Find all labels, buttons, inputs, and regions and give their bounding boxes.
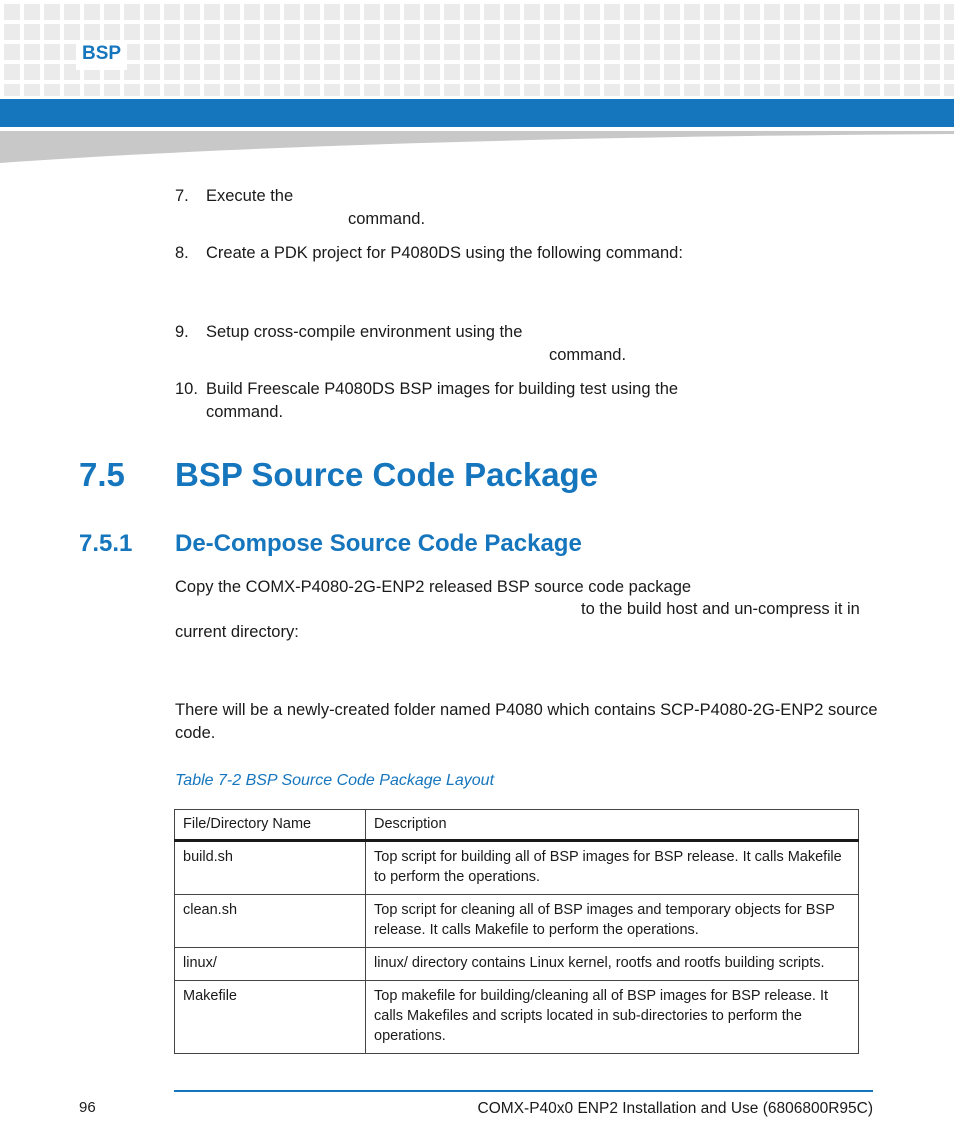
table-row: [175, 895, 859, 948]
step-text-continued: command.: [206, 403, 284, 421]
step-number: 8.: [175, 244, 189, 262]
step-text: Create a PDK project for P4080DS using the following command:: [206, 244, 683, 262]
step-text: Build Freescale P4080DS BSP images for building test using the: [206, 380, 679, 398]
table-caption: Table 7-2 BSP Source Code Package Layout: [175, 772, 495, 789]
file-name-cell: linux/: [175, 948, 366, 981]
header-grid-pattern: [0, 0, 954, 96]
description-cell: Top makefile for building/cleaning all of BSP images for BSP release. It calls Makefiles and scripts located in sub-directories to perform the operations.: [366, 981, 859, 1054]
step-text: Execute the: [206, 187, 294, 205]
copy-paragraph-line-1: Copy the COMX-P4080-2G-ENP2 released BSP source code package: [175, 578, 692, 596]
header-blue-bar: [0, 99, 954, 127]
subsection-number: 7.5.1: [79, 530, 133, 557]
copy-paragraph-line-3: current directory:: [175, 623, 299, 641]
folder-paragraph-line-2: code.: [175, 724, 216, 742]
table-row: [175, 948, 859, 981]
step-text-continued: command.: [348, 210, 426, 228]
folder-paragraph-line-1: There will be a newly-created folder named P4080 which contains SCP-P4080-2G-ENP2 source: [175, 701, 878, 719]
table-row: [175, 981, 859, 1054]
table-row: [175, 841, 859, 895]
page-number: 96: [79, 1099, 96, 1116]
header-section-label: BSP: [76, 40, 127, 70]
file-name-cell: clean.sh: [175, 895, 366, 948]
section-number: 7.5: [79, 456, 125, 493]
description-cell: Top script for cleaning all of BSP images and temporary objects for BSP release. It calls Makefile to perform the operations.: [366, 895, 859, 948]
step-number: 10.: [175, 380, 198, 398]
description-cell: Top script for building all of BSP images for BSP release. It calls Makefile to perform the operations.: [366, 841, 859, 895]
column-header-name: File/Directory Name: [175, 810, 366, 841]
copy-paragraph-line-2: to the build host and un-compress it in: [581, 600, 860, 618]
step-text-continued: command.: [549, 346, 627, 364]
step-text: Setup cross-compile environment using the: [206, 323, 523, 341]
column-header-description: Description: [366, 810, 859, 841]
package-layout-table: [174, 809, 859, 1054]
document-title: COMX-P40x0 ENP2 Installation and Use (6806800R95C): [477, 1100, 873, 1117]
description-cell: linux/ directory contains Linux kernel, rootfs and rootfs building scripts.: [366, 948, 859, 981]
step-number: 9.: [175, 323, 189, 341]
file-name-cell: Makefile: [175, 981, 366, 1054]
table-header-row: [175, 810, 859, 841]
file-name-cell: build.sh: [175, 841, 366, 895]
section-title: BSP Source Code Package: [175, 456, 599, 493]
step-number: 7.: [175, 187, 189, 205]
subsection-title: De-Compose Source Code Package: [175, 530, 582, 557]
header-swoosh: [0, 131, 954, 163]
footer-rule: [174, 1090, 873, 1092]
